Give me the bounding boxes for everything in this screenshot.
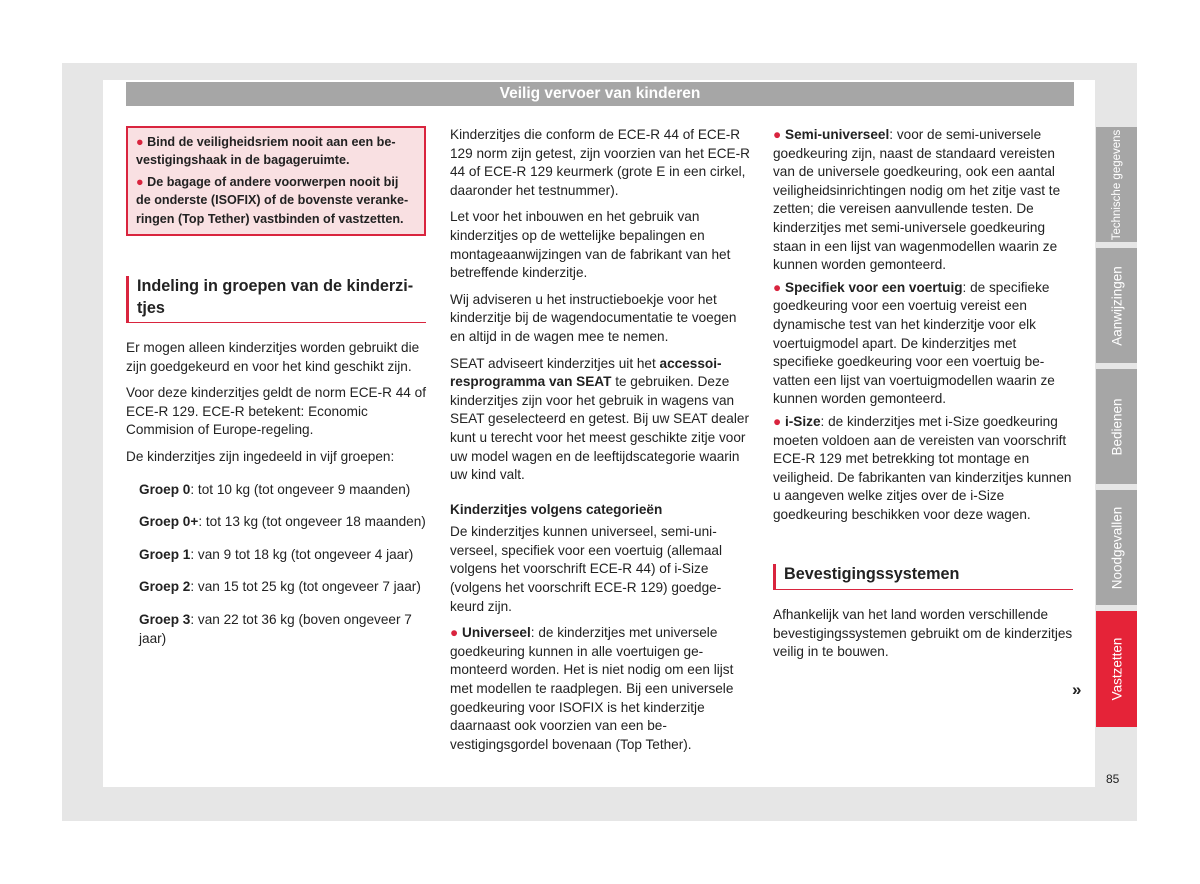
paragraph: De kinderzitjes zijn ingedeeld in vijf groepen: xyxy=(126,449,395,464)
paragraph-seat-accessories: SEAT adviseert kinderzitjes uit het accessoiresprogramma van SEAT te gebruiken. Deze kinderzitjes zijn voor het gebruik in wagens van SEAT geselecteerd en getest. Bij uw SEAT dealer kunt u terecht voor het meest geschikte zitje voor uw model wagen en de leeftijdscategorie waarin uw kind valt. xyxy=(450,355,749,483)
paragraph: Voor deze kinderzitjes geldt de norm ECE-R 44 of ECE-R 129. ECE-R betekent: Economic Commision of Europe-regeling. xyxy=(126,385,426,438)
tab-vastzetten[interactable]: Vastzetten xyxy=(1096,611,1137,727)
bullet-i-size: ● i-Size: de kinderzitjes met i-Size goedkeuring moeten voldoen aan de vereisten van voorschrift ECE-R 129 met betrekking tot montage en veiligheid. De fabrikanten van kinderzitjes kunnen u aangeven welke zitjes over de i-Size goedkeuring beschikken voor deze wagen. xyxy=(773,413,1072,522)
tab-aanwijzingen[interactable]: Aanwijzingen xyxy=(1096,248,1137,363)
bullet-icon: ● xyxy=(136,135,144,149)
section-title-groups: Indeling in groepen van de kinderzitjes xyxy=(126,276,426,323)
subheading-categories: Kinderzitjes volgens categorieën xyxy=(450,501,663,517)
chapter-header: Veilig vervoer van kinderen xyxy=(126,82,1074,106)
column-1 xyxy=(126,126,426,648)
paragraph: Er mogen alleen kinderzitjes worden gebruikt die zijn goedgekeurd en voor het kind geschikt zijn. xyxy=(126,340,420,374)
group-item-2: Groep 2: van 15 tot 25 kg (tot ongeveer 7 jaar) xyxy=(139,579,421,595)
paragraph: Kinderzitjes die conform de ECE-R 44 of ECE-R 129 norm zijn getest, zijn voorzien van het ECE-R 44 of ECE-R 129 keurmerk (grote E in een cirkel, daaronder het testnummer). xyxy=(450,127,750,198)
column-2 xyxy=(450,126,750,754)
section-title-fastening: Bevestigingssystemen xyxy=(773,564,1073,590)
bullet-icon: ● xyxy=(773,413,782,429)
page-number: 85 xyxy=(1106,772,1120,786)
bullet-universeel: ● Universeel: de kinderzitjes met universele goedkeuring kunnen in alle voertuigen gemonteerd worden. Het is niet nodig om een lijst met modellen te raadplegen. Bij een universele goedkeuring voor ISOFIX is het kinderzitje daarnaast ook voorzien van een bevestigingsgordel bovenaan (Top Tether). xyxy=(450,625,734,752)
group-item-0: Groep 0: tot 10 kg (tot ongeveer 9 maanden) xyxy=(139,481,411,497)
column-3 xyxy=(773,126,1073,662)
group-item-1: Groep 1: van 9 tot 18 kg (tot ongeveer 4 jaar) xyxy=(139,546,414,562)
bullet-icon: ● xyxy=(136,174,144,189)
group-item-0plus: Groep 0+: tot 13 kg (tot ongeveer 18 maanden) xyxy=(139,514,426,530)
bullet-icon: ● xyxy=(450,625,459,641)
warning-box xyxy=(126,126,426,236)
bullet-semi-universeel: ● Semi-universeel: voor de semi-universele goedkeuring zijn, naast de standaard vereisten van de universele goedkeuring, ook een aantal veiligheidsinrichtingen nodig om het zitje vast te zetten; die vereisen aanvullende testen. De kinderzitjes met semi-universele goedkeuring staan in een lijst van wagenmodellen waarin ze kunnen worden gemonteerd. xyxy=(773,127,1061,273)
bullet-icon: ● xyxy=(773,279,782,295)
group-item-3: Groep 3: van 22 tot 36 kg (boven ongeveer 7 jaar) xyxy=(139,611,412,646)
paragraph: Let voor het inbouwen en het gebruik van kinderzitjes op de wettelijke bepalingen en montageaanwijzingen van de fabrikant van het betreffende kinderzitje. xyxy=(450,209,731,281)
tab-noodgevallen[interactable]: Noodgevallen xyxy=(1096,490,1137,605)
bullet-specifiek: ● Specifiek voor een voertuig: de specifieke goedkeuring voor een voertuig vereist een dynamische test van het kinderzitje voor elk voertuigmodel apart. De kinderzitjes met specifieke goedkeuring voor een voertuig bevatten een lijst van voertuigmodellen waarin ze kunnen worden gemonteerd. xyxy=(773,279,1055,407)
paragraph: Wij adviseren u het instructieboekje voor het kinderzitje bij de wagendocumentatie te voegen en altijd in de wagen mee te nemen. xyxy=(450,291,737,344)
warning-item-1: ● Bind de veiligheidsriem nooit aan een bevestigingshaak in de bagageruimte. xyxy=(136,135,396,168)
tab-technische-gegevens[interactable]: Technische gegevens xyxy=(1096,127,1137,242)
tab-bedienen[interactable]: Bedienen xyxy=(1096,369,1137,484)
continue-arrow-icon: » xyxy=(1072,680,1082,699)
paragraph: Afhankelijk van het land worden verschillende bevestigingssystemen gebruikt om de kinderzitjes veilig in te bouwen. xyxy=(773,606,1073,660)
bullet-icon: ● xyxy=(773,127,782,142)
warning-item-2: ● De bagage of andere voorwerpen nooit bij de onderste (ISOFIX) of de bovenste verankeringen (Top Tether) vastbinden of vastzetten. xyxy=(136,174,409,226)
paragraph: De kinderzitjes kunnen universeel, semi-universeel, specifiek voor een voertuig (allemaal volgens het voorschrift ECE-R 44) of i-Size (volgens het voorschrift ECE-R 129) goedgekeurd zijn. xyxy=(450,524,723,614)
